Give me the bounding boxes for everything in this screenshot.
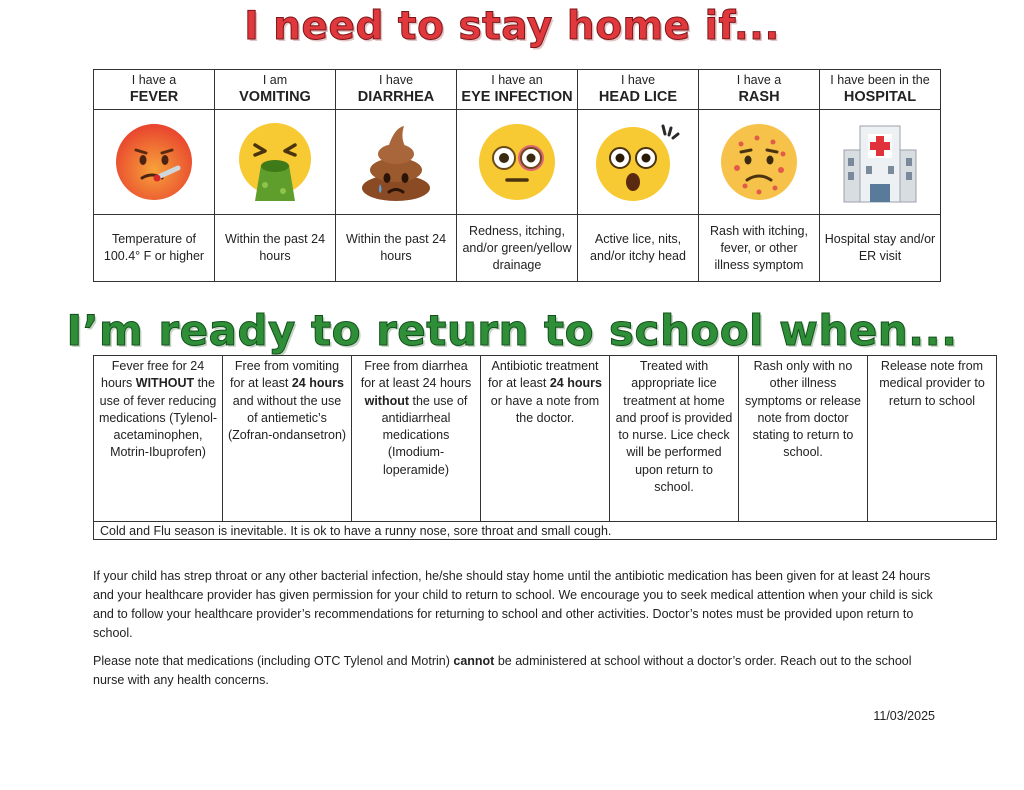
return-rule: [610, 356, 739, 522]
condition-header-row: [94, 70, 941, 110]
return-rule: [352, 356, 481, 522]
return-rule: [739, 356, 868, 522]
condition-header: I have been in the HOSPITAL: [820, 70, 941, 110]
condition-description-row: [94, 215, 941, 282]
cold-flu-note: Cold and Flu season is inevitable. It is ok to have a runny nose, sore throat and small cough.: [94, 522, 997, 540]
return-rule: [94, 356, 223, 522]
return-rule: [481, 356, 610, 522]
stay-home-title: I need to stay home if...: [244, 4, 780, 49]
cannot-emphasis: cannot: [453, 654, 495, 668]
condition-icon-cell: [699, 110, 820, 215]
condition-description: Redness, itching, and/or green/yellow drainage: [457, 215, 578, 282]
condition-icon-cell: [578, 110, 699, 215]
medication-notice-paragraph: Please note that medications (including OTC Tylenol and Motrin) cannot be administered at school without a doctor’s order. Reach out to the school nurse with any health concerns.: [93, 654, 912, 687]
condition-icon-cell: [215, 110, 336, 215]
condition-header: I have an EYE INFECTION: [457, 70, 578, 110]
return-rule-text: without: [364, 393, 410, 408]
return-rule-text: Free from vomiting for at least: [230, 359, 340, 391]
cold-flu-note-row: [94, 522, 997, 540]
return-rule-text: the use of fever reducing medications (Tylenol-acetaminophen, Motrin-Ibuprofen): [98, 376, 218, 460]
eye-infection-face-icon: [475, 120, 559, 204]
strep-throat-paragraph: If your child has strep throat or any other bacterial infection, he/she should stay home until the antibiotic medication has been given for at least 24 hours and your healthcare provider has given permission for your child to return to school. We encourage you to seek medical attention when your child is sick and to follow your healthcare provider’s recommendations for returning to school and other activities. Doctor’s notes must be provided upon return to school.: [93, 569, 933, 640]
condition-description: Active lice, nits, and/or itchy head: [578, 215, 699, 282]
return-rule-text: 24 hours: [549, 376, 602, 391]
condition-header: I have HEAD LICE: [578, 70, 699, 110]
vomiting-face-icon: [233, 119, 317, 205]
return-rule-text: WITHOUT: [135, 376, 195, 391]
return-rule-text: the use of antidiarrheal medications (Imodium-loperamide): [381, 393, 468, 477]
rash-face-icon: [717, 120, 801, 204]
return-rule-text: Fever free for 24 hours: [101, 359, 205, 391]
stay-home-table: [93, 69, 941, 282]
document-date: 11/03/2025: [873, 709, 935, 723]
return-rule-text: Antibiotic treatment for at least: [488, 359, 599, 391]
return-rule-text: Treated with appropriate lice treatment at home and proof is provided to nurse. Lice check will be performed upon return to school.: [615, 359, 733, 495]
poop-icon: [356, 120, 436, 204]
condition-icon-row: [94, 110, 941, 215]
return-rule-row: [94, 356, 997, 522]
return-rule: [868, 356, 997, 522]
return-to-school-title: I’m ready to return to school when...: [66, 306, 958, 355]
condition-header: I have DIARRHEA: [336, 70, 457, 110]
condition-icon-cell: [457, 110, 578, 215]
return-rule-text: or have a note from the doctor.: [490, 393, 600, 425]
condition-header: I have a FEVER: [94, 70, 215, 110]
fever-face-icon: [112, 120, 196, 204]
condition-header: I have a RASH: [699, 70, 820, 110]
condition-description: Within the past 24 hours: [215, 215, 336, 282]
return-rule: [223, 356, 352, 522]
head-lice-face-icon: [593, 120, 683, 204]
return-to-school-table: [93, 355, 997, 540]
condition-icon-cell: [94, 110, 215, 215]
return-rule-text: Release note from medical provider to return to school: [879, 359, 985, 408]
return-rule-text: Free from diarrhea for at least 24 hours: [360, 359, 472, 391]
return-rule-text: and without the use of antiemetic’s (Zofran-ondansetron): [227, 393, 347, 443]
condition-description: Hospital stay and/or ER visit: [820, 215, 941, 282]
condition-icon-cell: [820, 110, 941, 215]
condition-icon-cell: [336, 110, 457, 215]
return-rule-text: 24 hours: [291, 376, 344, 391]
condition-description: Within the past 24 hours: [336, 215, 457, 282]
hospital-icon: [840, 120, 920, 204]
condition-header: I am VOMITING: [215, 70, 336, 110]
condition-description: Rash with itching, fever, or other illness symptom: [699, 215, 820, 282]
return-rule-text: Rash only with no other illness symptoms or release note from doctor stating to return to school.: [744, 359, 861, 460]
condition-description: Temperature of 100.4° F or higher: [94, 215, 215, 282]
